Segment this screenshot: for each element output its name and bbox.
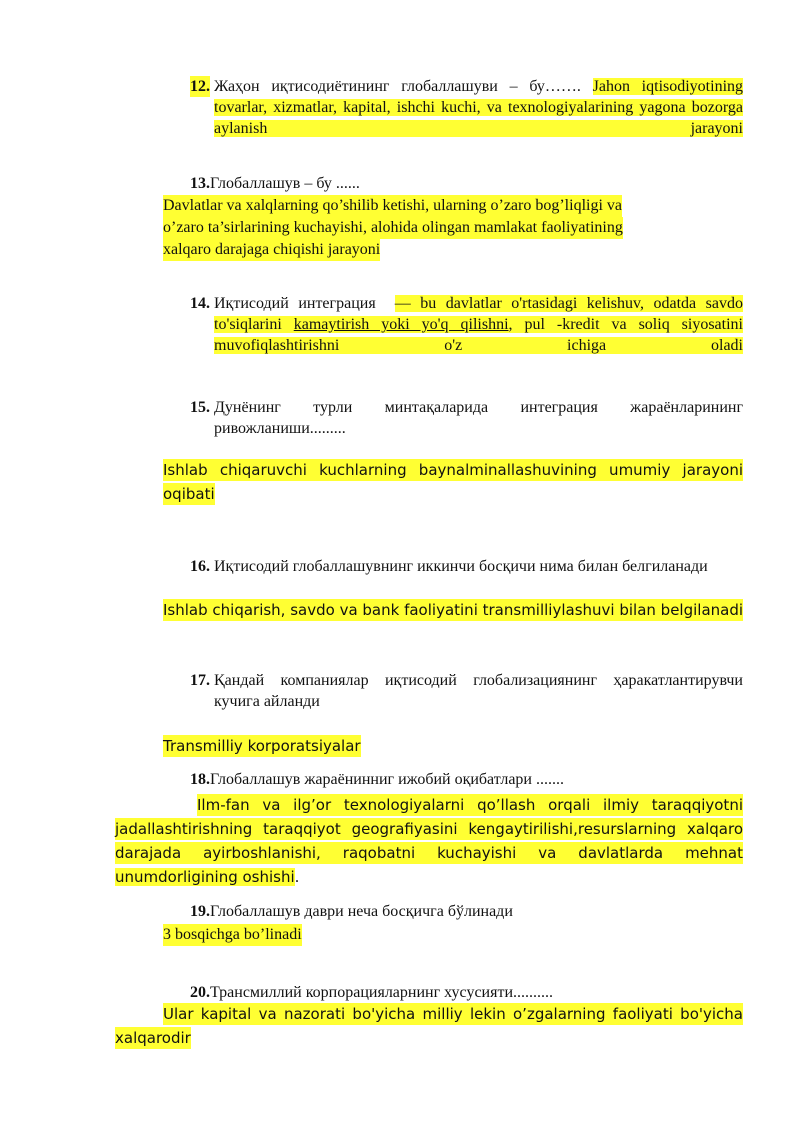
answer-line: jadallashtirishning taraqqiyot geografiyasini kengaytirilishi,resurslarning xalqaro bbox=[115, 820, 743, 838]
answer-line: o’zaro ta’sirlarining kuchayishi, alohida olingan mamlakat faoliyatining bbox=[163, 217, 623, 239]
question-14 bbox=[190, 293, 743, 356]
answer-text: Jahon iqtisodiyotining tovarlar, xizmatlar, kapital, ishchi kuchi, va texnologiyalarining yagona bozorga aylanish jarayoni bbox=[214, 78, 744, 137]
question-answer-text bbox=[214, 76, 743, 139]
question-12 bbox=[190, 76, 743, 139]
question-number: 19. bbox=[190, 903, 210, 920]
question-text: Глобаллашув – бу ...... bbox=[210, 175, 360, 192]
question-text: Иқтисодий глобаллашувнинг иккинчи босқичи нима билан белгиланади bbox=[214, 558, 708, 575]
question-18 bbox=[190, 769, 564, 791]
answer-line: oqibati bbox=[163, 485, 215, 503]
question-19 bbox=[190, 901, 513, 923]
answer-line: darajada ayirboshlanishi, raqobatni kuchayishi va davlatlarda mehnat bbox=[115, 844, 743, 862]
question-text: Глобаллашув даври неча босқичга бўлинади bbox=[210, 903, 513, 920]
answer-line: unumdorligining oshishi. bbox=[115, 868, 300, 886]
answer-line: xalqaro darajaga chiqishi jarayoni bbox=[163, 239, 380, 261]
answer-line: Ular kapital va nazorati bo'yicha milliy lekin o’zgalarning faoliyati bo'yicha bbox=[163, 1005, 743, 1023]
question-number: 15. bbox=[190, 399, 210, 416]
underlined-phrase: kamaytirish yoki yo'q qilishni bbox=[293, 316, 509, 333]
question-number: 12. bbox=[190, 78, 210, 95]
answer-line: Ilm-fan va ilg’or texnologiyalarni qo’llash orqali ilmiy taraqqiyotni bbox=[197, 796, 743, 814]
question-number: 14. bbox=[190, 295, 210, 312]
answer-text: — bu davlatlar o'rtasidagi kelishuv, odatda savdo to'siqlarini kamaytirish yoki yo'q qilishni, pul -kredit va soliq siyosatini muvofiqlashtirishni o'z ichiga oladi bbox=[214, 295, 744, 354]
question-number: 20. bbox=[190, 984, 210, 1001]
question-number: 16. bbox=[190, 558, 210, 575]
question-text: Дунёнинг турли минтақаларида интеграция жараёнларининг ривожланиши......... bbox=[214, 399, 743, 437]
question-15 bbox=[190, 397, 743, 439]
answer-line: Ishlab chiqaruvchi kuchlarning baynalminallashuvining umumiy jarayoni bbox=[163, 461, 743, 479]
question-answer-text bbox=[214, 293, 743, 356]
question-text: Қандай компаниялар иқтисодий глобализациянинг ҳаракатлантирувчи кучига айланди bbox=[214, 672, 743, 710]
question-text: Трансмиллий корпорацияларнинг хусусияти.......... bbox=[210, 984, 554, 1001]
question-17 bbox=[190, 670, 743, 712]
question-text: Жаҳон иқтисодиётининг глобаллашуви – бу……. bbox=[214, 78, 581, 95]
answer-line: xalqarodir bbox=[115, 1029, 191, 1047]
question-16 bbox=[190, 556, 743, 577]
question-number: 18. bbox=[190, 771, 210, 788]
question-20 bbox=[190, 982, 553, 1004]
question-number: 13. bbox=[190, 175, 210, 192]
answer-line: 3 bosqichga bo’linadi bbox=[163, 924, 302, 946]
answer-line: Transmilliy korporatsiyalar bbox=[163, 737, 361, 755]
answer-line: Davlatlar va xalqlarning qo’shilib ketishi, ularning o’zaro bog’liqligi va bbox=[163, 195, 622, 217]
question-text: Глобаллашув жараёнинниг ижобий оқибатлари ....... bbox=[210, 771, 564, 788]
question-number: 17. bbox=[190, 672, 210, 689]
answer-line: Ishlab chiqarish, savdo va bank faoliyatini transmilliylashuvi bilan belgilanadi bbox=[163, 601, 744, 619]
question-text: Иқтисодий интеграция bbox=[214, 295, 376, 312]
question-13 bbox=[190, 173, 360, 195]
